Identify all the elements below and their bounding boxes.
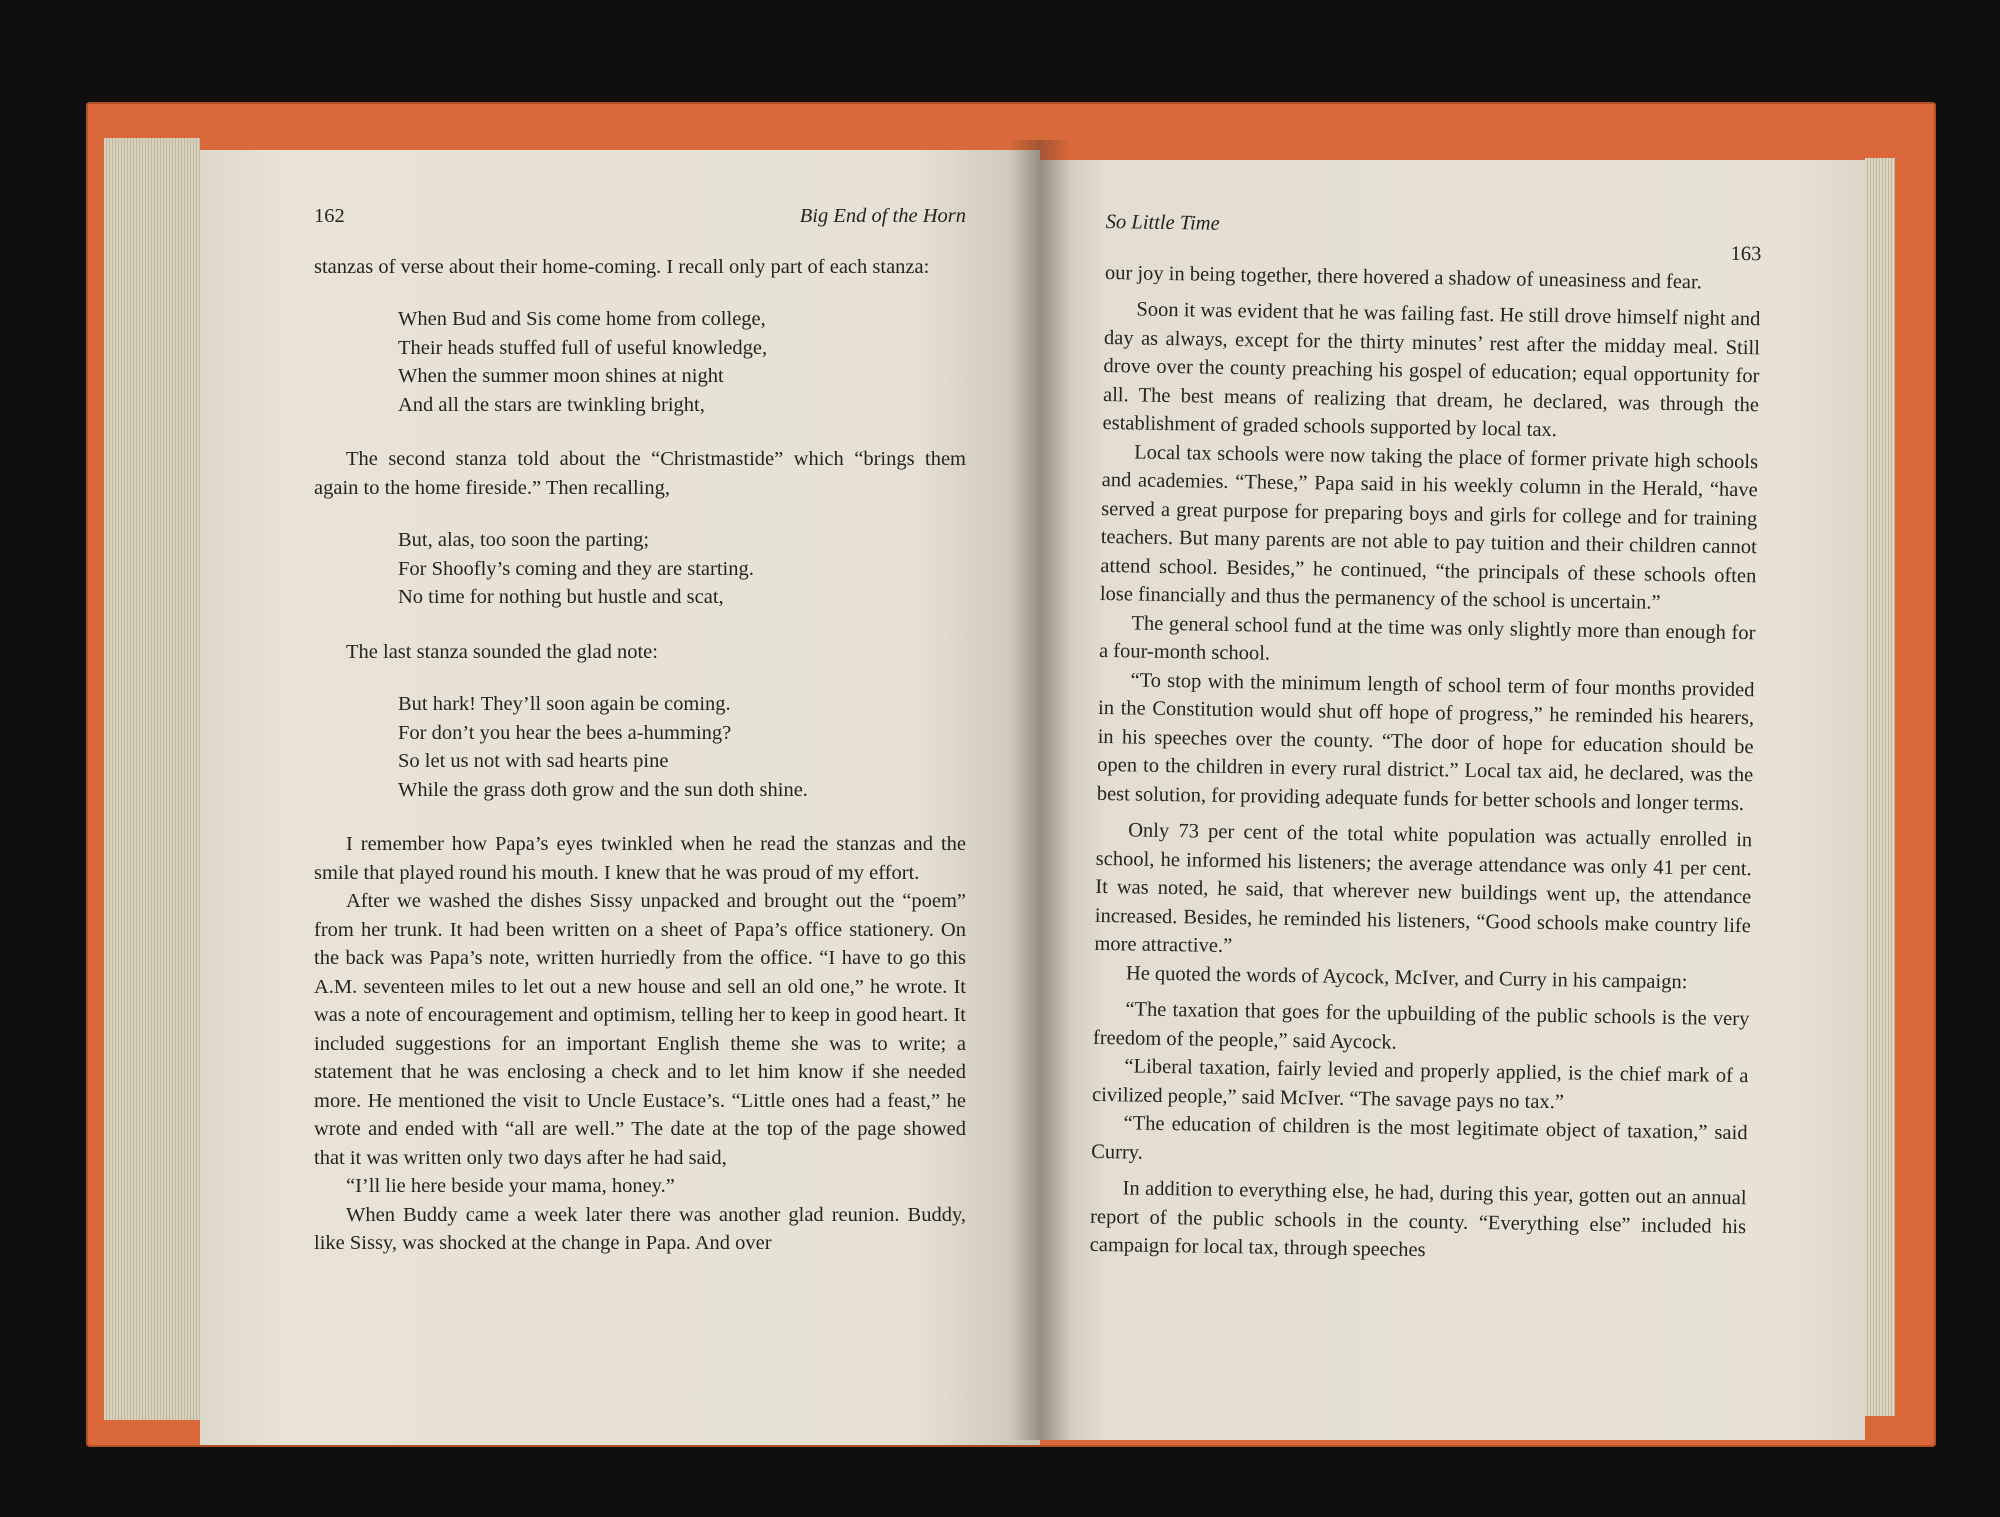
paragraph-buddy: When Buddy came a week later there was another glad reunion. Buddy, like Sissy, was shocked at the change in Papa. And over — [314, 1203, 966, 1254]
running-title-right: So Little Time — [1105, 210, 1220, 235]
verse-line: But hark! They’ll soon again be coming. — [398, 693, 731, 715]
left-page — [200, 150, 1040, 1445]
right-page — [1040, 160, 1865, 1440]
left-text-column — [314, 202, 966, 1258]
paragraph-last-stanza: The last stanza sounded the glad note: — [346, 640, 658, 663]
verse-line: And all the stars are twinkling bright, — [398, 393, 705, 416]
paragraph: “The education of children is the most legitimate object of taxation,” said Curry. — [1091, 1112, 1748, 1164]
paragraph: Soon it was evident that he was failing fast. He still drove himself night and day as always, except for the thirty minutes’ rest after the midday meal. Still drove over the county preaching his gospel of education; equal opportunity for all. The best means of realizing that dream, he declared, was through the establishment of graded schools supported by local tax. — [1102, 298, 1761, 442]
page-edges-left — [104, 138, 200, 1420]
paragraph-dishes: After we washed the dishes Sissy unpacked and brought out the “poem” from her trunk. It had been written on a sheet of Papa’s office stationery. On the back was Papa’s note, written hurriedly from the office. “I have to go this A.M. seventeen miles to let out a new house and sell an old one,” he wrote. It was a note of encouragement and optimism, telling her to keep in good heart. It included suggestions for an important English theme she was to write; a statement that he was enclosing a check and to let him know if she needed more. He mentioned the visit to Uncle Eustace’s. “Little ones had a feast,” he wrote and ended with “all are well.” The date at the top of the page showed that it was written only two days after he had said, — [314, 890, 966, 1169]
right-text-column — [1089, 208, 1761, 1270]
paragraph: “Liberal taxation, fairly levied and properly applied, is the chief mark of a civilized people,” said McIver. “The savage pays no tax.” — [1091, 1055, 1749, 1113]
stanza-one — [398, 305, 966, 419]
paragraph: Local tax schools were now taking the place of former private high schools and academies. “These,” Papa said in his weekly column in the Herald, “have served a great purpose for preparing boys and girls for college and for training teachers. But many parents are not able to pay tuition and their children cannot attend school. Besides,” he continued, “the principals of these schools often lose financially and thus the permanency of the school is uncertain.” — [1099, 440, 1759, 614]
verse-line: But, alas, too soon the parting; — [398, 529, 650, 551]
paragraph-second-stanza: The second stanza told about the “Christmastide” which “brings them again to the home fireside.” Then recalling, — [314, 448, 966, 499]
stanza-two — [398, 526, 966, 612]
running-title-left: Big End of the Horn — [799, 205, 966, 227]
paragraph: our joy in being together, there hovered a shadow of uneasiness and fear. — [1104, 261, 1702, 293]
verse-line: When the summer moon shines at night — [398, 365, 724, 387]
page-number-left: 162 — [314, 205, 345, 227]
right-running-head — [1105, 208, 1762, 266]
verse-line: For Shoofly’s coming and they are starting. — [398, 557, 754, 580]
page-edges-right — [1865, 158, 1895, 1416]
verse-line: When Bud and Sis come home from college, — [398, 308, 766, 330]
paragraph: In addition to everything else, he had, during this year, gotten out an annual report of the public schools in the county. “Everything else” included his campaign for local tax, through speeches — [1089, 1177, 1747, 1262]
verse-line: For don’t you hear the bees a-humming? — [398, 721, 732, 744]
paragraph-mama: “I’ll lie here beside your mama, honey.” — [346, 1175, 675, 1197]
verse-line: So let us not with sad hearts pine — [398, 750, 669, 772]
book-gutter — [1010, 140, 1070, 1440]
paragraph: “The taxation that goes for the upbuilding of the public schools is the very freedom of the people,” said Aycock. — [1092, 998, 1750, 1054]
paragraph: He quoted the words of Aycock, McIver, and Curry in his campaign: — [1125, 961, 1688, 993]
verse-line: Their heads stuffed full of useful knowledge, — [398, 336, 768, 359]
paragraph: Only 73 per cent of the total white population was actually enrolled in school, he informed his listeners; the average attendance was only 41 per cent. It was noted, he said, that wherever new buildings went up, the attendance increased. Besides, he reminded his listeners, “Good schools make country life more attractive.” — [1094, 819, 1753, 958]
paragraph: “To stop with the minimum length of school term of four months provided in the Constitution would shut off hope of progress,” he reminded his hearers, in his speeches over the county. “The door of hope for education should be open to the children in every rural district.” Local tax aid, he declared, was the best solution, for providing adequate funds for better schools and longer terms. — [1096, 668, 1755, 815]
verse-line: While the grass doth grow and the sun doth shine. — [398, 778, 808, 801]
paragraph: The general school fund at the time was only slightly more than enough for a four-month school. — [1098, 611, 1756, 665]
paragraph-remember: I remember how Papa’s eyes twinkled when he read the stanzas and the smile that played round his mouth. I knew that he was proud of my effort. — [314, 833, 966, 884]
page-number-right: 163 — [1730, 242, 1762, 266]
verse-line: No time for nothing but hustle and scat, — [398, 586, 724, 608]
paragraph-intro: stanzas of verse about their home-coming. I recall only part of each stanza: — [314, 255, 930, 278]
left-running-head — [314, 202, 966, 231]
stanza-three — [398, 690, 966, 804]
